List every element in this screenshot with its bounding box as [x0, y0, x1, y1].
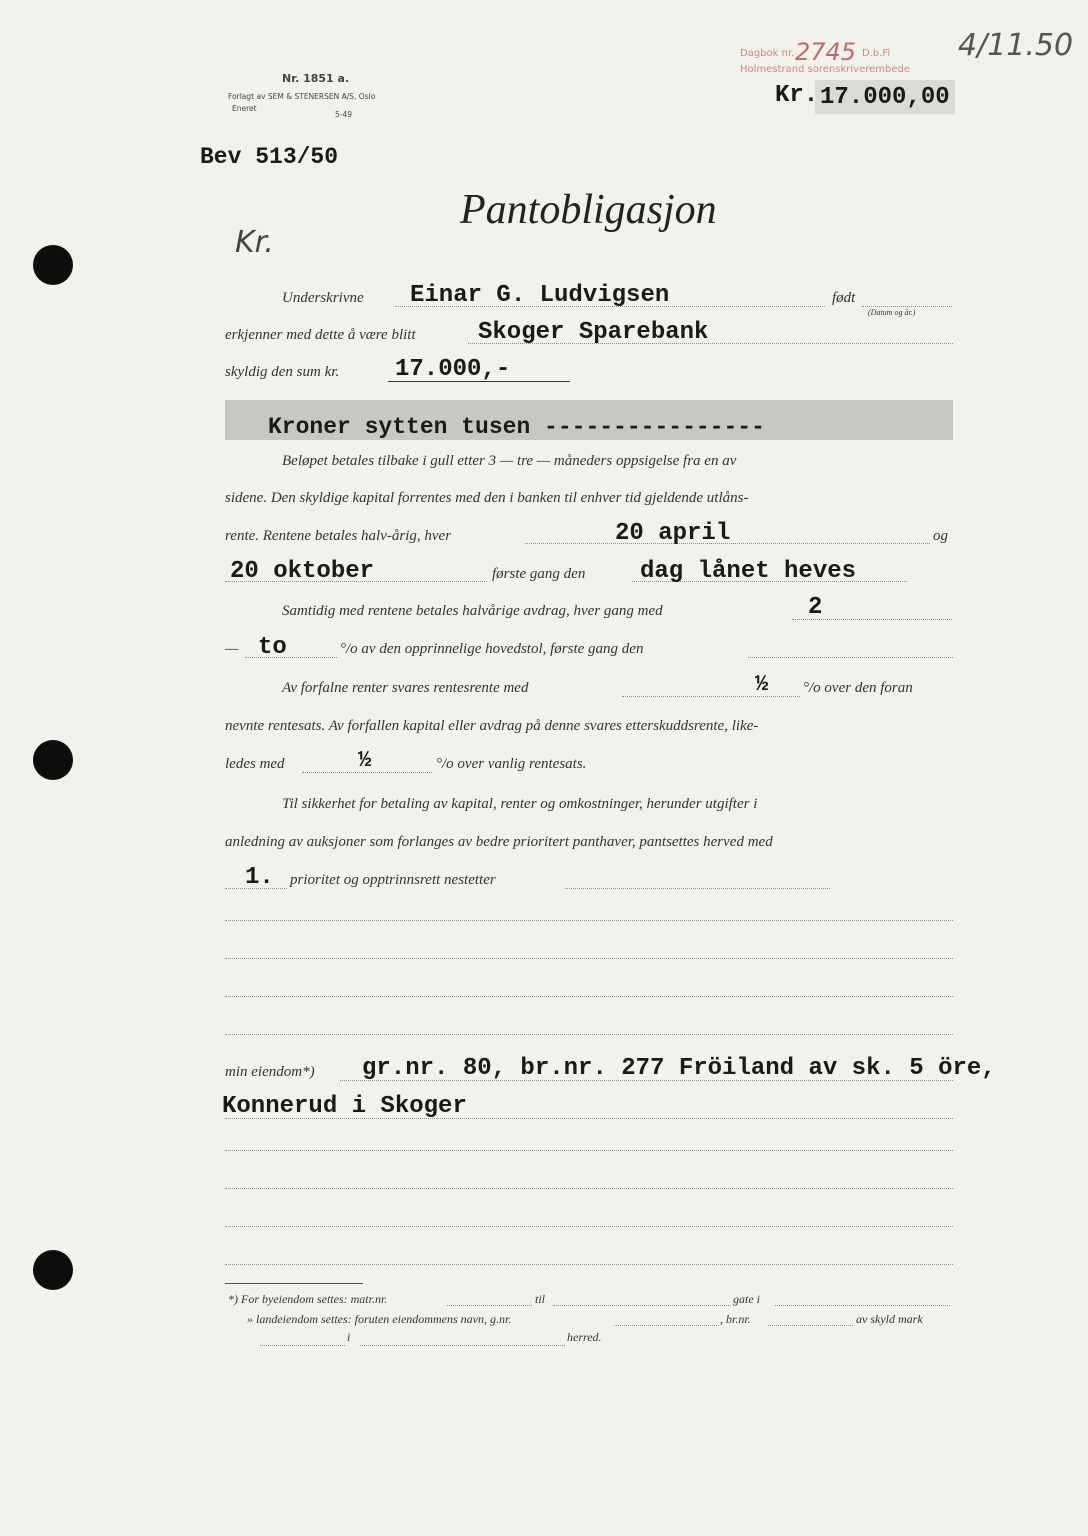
undersigned-label: Underskrivne	[282, 290, 364, 306]
footnote-line-3b: herred.	[567, 1330, 602, 1344]
security-text-1: Til sikkerhet for betaling av kapital, renter og omkostninger, herunder utgifter i	[282, 796, 758, 812]
amount-value: 17.000,00	[820, 84, 950, 111]
punch-hole-icon	[33, 1250, 73, 1290]
initials-signature: Kr.	[235, 225, 274, 260]
late-interest-fraction: ½	[358, 748, 372, 773]
first-time-value: dag lånet heves	[640, 558, 857, 585]
installment-text-2: °/o av den opprinnelige hovedstol, første gang den	[340, 641, 644, 657]
undersigned-name: Einar G. Ludvigsen	[410, 282, 670, 309]
footnote-line-1b: til	[535, 1292, 546, 1306]
born-hint: (Datum og år.)	[868, 308, 916, 317]
born-label: født	[832, 290, 856, 306]
priority-number: 1.	[245, 864, 274, 891]
terms-line-1: Beløpet betales tilbake i gull etter 3 — tre — måneders oppsigelse fra en av	[282, 453, 737, 469]
publisher-line: Forlagt av SEM & STENERSEN A/S, Oslo	[228, 92, 376, 101]
stamp-suffix: D.b.Fi	[862, 48, 891, 59]
second-interest-date: 20 oktober	[230, 558, 375, 585]
stamp-date: 4/11.50	[958, 28, 1074, 63]
sum-label: skyldig den sum kr.	[225, 364, 340, 380]
property-label: min eiendom*)	[225, 1064, 315, 1080]
stamp-label: Dagbok nr.	[740, 48, 795, 59]
first-interest-date: 20 april	[615, 520, 731, 547]
punch-hole-icon	[33, 245, 73, 285]
stamp-office: Holmestrand sorenskriverembede	[740, 64, 910, 75]
acknowledge-label: erkjenner med dette å være blitt	[225, 327, 416, 343]
blank-line	[225, 920, 953, 921]
footnote-line-2b: , br.nr.	[720, 1312, 751, 1326]
installment-number: 2	[808, 594, 823, 621]
security-text-2: anledning av auksjoner som forlanges av bedre prioritert panthaver, pantsettes herved med	[225, 834, 773, 850]
interest-text-3: nevnte rentesats. Av forfallen kapital eller avdrag på denne svares etterskuddsrente, like-	[225, 718, 759, 734]
reference-number: Bev 513/50	[200, 144, 339, 170]
blank-line	[225, 1034, 953, 1035]
late-interest-text: °/o over vanlig rentesats.	[436, 756, 587, 772]
amount-label: Kr.	[775, 82, 819, 109]
blank-line	[225, 1264, 953, 1265]
blank-line	[225, 996, 953, 997]
punch-hole-icon	[33, 740, 73, 780]
blank-line	[225, 958, 953, 959]
property-value-1: gr.nr. 80, br.nr. 277 Fröiland av sk. 5 öre,	[362, 1055, 996, 1082]
interest-text-2: °/o over den foran	[803, 680, 913, 696]
interest-text: Av forfalne renter svares rentesrente med	[282, 680, 529, 696]
installment-text: Samtidig med rentene betales halvårige avdrag, hver gang med	[282, 603, 663, 619]
terms-line-2: sidene. Den skyldige kapital forrentes med den i banken til enhver tid gjeldende utlåns-	[225, 490, 749, 506]
footnote-rule	[225, 1283, 363, 1284]
footnote-line-2a: » landeiendom settes: foruten eiendommens navn, g.nr.	[247, 1312, 512, 1326]
footnote-line-1a: *) For byeiendom settes: matr.nr.	[228, 1292, 388, 1306]
sum-value: 17.000,-	[395, 356, 511, 383]
sum-in-words: Kroner sytten tusen ----------------	[268, 414, 765, 440]
installment-words: to	[258, 634, 287, 661]
form-number: Nr. 1851 a.	[282, 72, 350, 85]
interest-fraction: ½	[755, 672, 769, 697]
dash-mark: —	[225, 641, 239, 657]
footnote-line-1c: gate i	[733, 1292, 760, 1306]
blank-line	[225, 1188, 953, 1189]
stamp-number: 2745	[795, 38, 857, 66]
first-time-label: første gang den	[492, 566, 586, 582]
page-title: Pantobligasjon	[460, 187, 717, 233]
creditor-name: Skoger Sparebank	[478, 319, 709, 346]
blank-line	[225, 1226, 953, 1227]
publisher-sub: Eneret	[232, 104, 257, 113]
late-interest-label: ledes med	[225, 756, 285, 772]
and-label: og	[933, 528, 948, 544]
footnote-line-2c: av skyld mark	[856, 1312, 923, 1326]
footnote-line-3a: i	[347, 1330, 351, 1344]
terms-line-3: rente. Rentene betales halv-årig, hver	[225, 528, 452, 544]
edition-code: 5-49	[335, 110, 353, 119]
property-value-2: Konnerud i Skoger	[222, 1093, 467, 1120]
blank-line	[225, 1150, 953, 1151]
priority-label: prioritet og opptrinnsrett nestetter	[290, 872, 496, 888]
